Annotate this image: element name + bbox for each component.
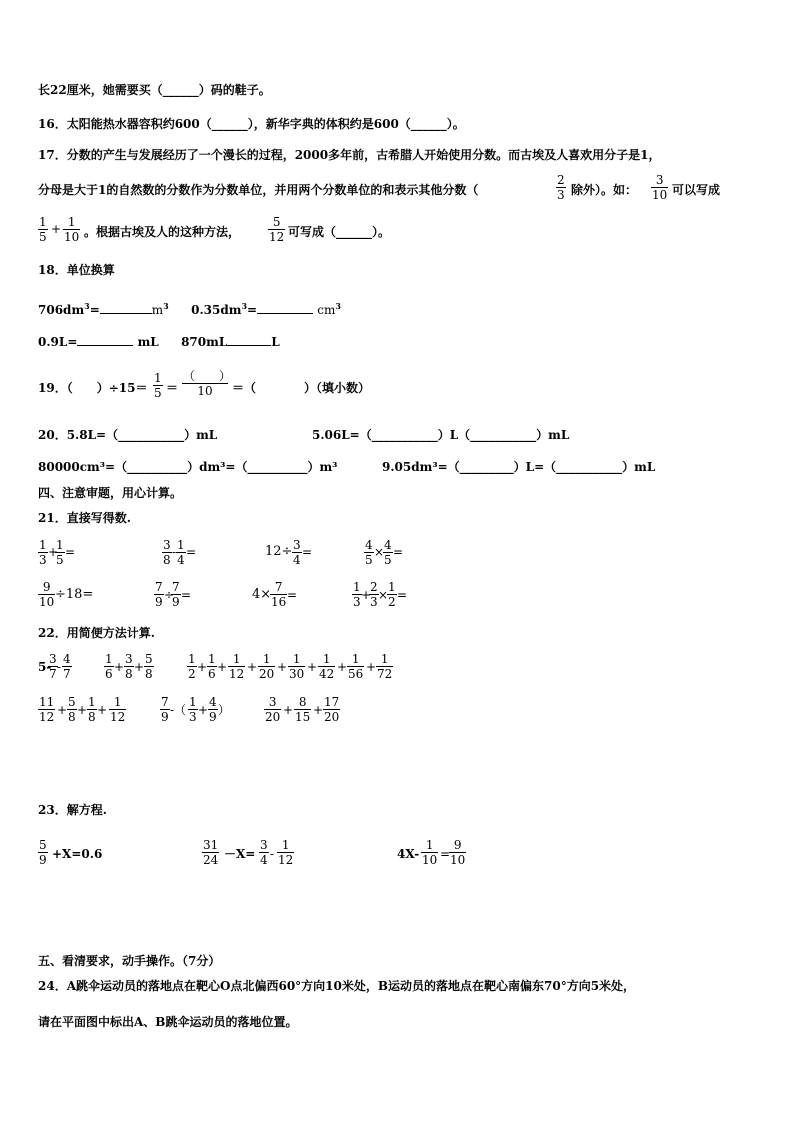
- equals-sign: =: [393, 545, 404, 559]
- fraction: 1 2: [388, 580, 396, 609]
- fraction: 1 10: [422, 838, 438, 867]
- fraction: 1 12: [278, 838, 294, 867]
- plus-sign: +: [77, 703, 88, 717]
- plus-sign: +: [197, 660, 208, 674]
- answer-blank[interactable]: [257, 313, 313, 314]
- plus-sign: +: [114, 660, 125, 674]
- q20-line2b: 9.05dm³=（_________）L=（___________）mL: [382, 460, 656, 474]
- expr-prefix: 5-: [38, 660, 52, 674]
- plus-sign: +: [313, 703, 324, 717]
- equation-mid: －X=: [224, 847, 256, 861]
- minus-sign: -: [270, 847, 275, 861]
- section-5-heading: 五、看清要求，动手操作。（7分）: [38, 954, 221, 968]
- q17-line2b: 除外）。如：: [571, 183, 638, 197]
- equals-sign: =: [302, 545, 313, 559]
- unit-label: 706dm: [38, 303, 85, 317]
- q20-line2a: 80000cm³=（__________）dm³=（__________）m³: [38, 460, 338, 474]
- equals-sign: =: [186, 545, 197, 559]
- plus-sign: +: [134, 660, 145, 674]
- fraction: 11 12: [39, 695, 55, 724]
- q17-line1: 17．分数的产生与发展经历了一个漫长的过程，2000多年前，古希腊人开始使用分数。而古埃及人喜欢用分子是1，: [38, 148, 661, 162]
- q19-part-a: 19．（ ）÷15＝: [38, 381, 148, 395]
- equals-sign: =: [440, 847, 451, 861]
- fraction: 1 20: [259, 652, 275, 681]
- equals-sign: =: [65, 545, 76, 559]
- minus-sign: -: [57, 660, 62, 674]
- fraction-1-5: 1 5: [154, 371, 162, 400]
- q17-line3a: 。根据古埃及人的这种方法，: [84, 225, 241, 239]
- plus-sign: +: [361, 588, 372, 602]
- fraction: 7 9: [155, 580, 163, 609]
- fraction-blank-10: （ ） 10: [183, 369, 232, 398]
- fraction: 31 24: [203, 838, 219, 867]
- q16-text: 16．太阳能热水器容积约600（______），新华字典的体积约是600（______）。: [38, 117, 465, 131]
- fraction-5-12: [268, 215, 285, 244]
- expr-suffix: ÷18=: [55, 587, 94, 602]
- fraction: 1 3: [353, 580, 361, 609]
- fraction: 5 8: [68, 695, 76, 724]
- plus-sign: +: [51, 222, 62, 236]
- fraction: 1 8: [88, 695, 96, 724]
- fraction: 4 5: [384, 538, 392, 567]
- numerator: 1: [39, 215, 47, 229]
- fraction: 1 12: [229, 652, 245, 681]
- fraction: 1 4: [177, 538, 185, 567]
- equation-prefix: 4X-: [397, 847, 420, 861]
- fraction-1-5: [38, 215, 48, 244]
- fraction: 9 10: [450, 838, 466, 867]
- fraction: 1 72: [377, 652, 393, 681]
- fraction: 3 4: [293, 538, 301, 567]
- fraction: 3 8: [163, 538, 171, 567]
- minus-sign: -: [172, 545, 177, 559]
- equals-sign: =: [181, 588, 192, 602]
- fraction-1-10: [63, 215, 80, 244]
- plus-sign: +: [57, 703, 68, 717]
- equals-sign: =: [287, 588, 298, 602]
- fraction: 5 9: [39, 838, 47, 867]
- expr-prefix: 4×: [252, 587, 272, 602]
- fraction: 1 5: [56, 538, 64, 567]
- q18-title: 18．单位换算: [38, 263, 115, 277]
- plus-sign: +: [217, 660, 228, 674]
- q17-line2c: 可以写成: [672, 183, 721, 197]
- section-4-heading: 四、注意审题，用心计算。: [38, 486, 183, 500]
- fraction-2-3: [556, 173, 566, 202]
- q24-line1: 24．A跳伞运动员的落地点在靶心O点北偏西60°方向10米处，B运动员的落地点在靶心南偏东70°方向5米处，: [38, 979, 636, 993]
- plus-sign: +: [247, 660, 258, 674]
- fraction: 1 6: [208, 652, 216, 681]
- plus-sign: +: [366, 660, 377, 674]
- q23-title: 23．解方程.: [38, 803, 107, 817]
- q21-title: 21．直接写得数.: [38, 511, 131, 525]
- denominator: 10: [64, 230, 80, 244]
- q17-line3b: 可写成（______）。: [288, 225, 391, 239]
- numerator: 2: [557, 173, 565, 187]
- q22-title: 22．用简便方法计算.: [38, 626, 155, 640]
- fraction: 4 5: [365, 538, 373, 567]
- fraction: 3 7: [49, 652, 57, 681]
- fraction: 7 16: [271, 580, 287, 609]
- divide-sign: ÷: [164, 588, 175, 602]
- fraction: 1 12: [110, 695, 126, 724]
- plus-sign: +: [307, 660, 318, 674]
- fraction: 9 10: [39, 580, 55, 609]
- answer-blank[interactable]: [77, 345, 133, 346]
- equation-rest: +X=0.6: [52, 847, 103, 861]
- answer-blank[interactable]: [100, 313, 152, 314]
- denominator: 10: [652, 188, 668, 202]
- fraction: 3 8: [125, 652, 133, 681]
- denominator: 12: [269, 230, 285, 244]
- denominator: 3: [557, 188, 565, 202]
- plus-sign: +: [48, 545, 59, 559]
- q20-line1b: 5.06L=（___________）L（___________）mL: [312, 428, 570, 442]
- fraction: 4 9: [209, 695, 217, 724]
- equals-sign: ＝: [166, 381, 179, 395]
- fraction: 3 4: [260, 838, 268, 867]
- fraction: 1 3: [39, 538, 47, 567]
- fraction: 8 15: [295, 695, 311, 724]
- numerator: 1: [67, 215, 76, 229]
- fraction: 2 3: [370, 580, 378, 609]
- plus-sign: +: [277, 660, 288, 674]
- numerator: 5: [272, 215, 281, 229]
- plus-sign: +: [283, 703, 294, 717]
- plus-sign: +: [97, 703, 108, 717]
- plus-sign: +: [198, 703, 209, 717]
- numerator: 3: [655, 173, 664, 187]
- fraction: 1 56: [348, 652, 364, 681]
- q15-tail: 长22厘米，她需要买（______）码的鞋子。: [38, 83, 271, 97]
- q18-row1: $706dm^3= m^3$ $0.35dm^3= cm^3$: [38, 301, 341, 317]
- fraction: 1 42: [319, 652, 335, 681]
- expr-infix: -（: [170, 703, 187, 717]
- fraction: 3 20: [265, 695, 281, 724]
- denominator: 5: [39, 230, 47, 244]
- equals-sign: =: [397, 588, 408, 602]
- plus-sign: +: [337, 660, 348, 674]
- times-sign: ×: [378, 588, 389, 602]
- q20-line1a: 20．5.8L=（___________）mL: [38, 428, 218, 442]
- fraction-3-10: [651, 173, 668, 202]
- fraction: 1 2: [188, 652, 196, 681]
- fraction: 5 8: [145, 652, 153, 681]
- times-sign: ×: [374, 545, 385, 559]
- q24-line2: 请在平面图中标出A、B跳伞运动员的落地位置。: [38, 1015, 298, 1029]
- close-paren: ）: [218, 703, 231, 717]
- q19-part-b: ＝（ ）（填小数）: [232, 381, 371, 395]
- fraction: 1 3: [189, 695, 197, 724]
- q18-row2: 0.9L= mL 870mL L: [38, 335, 280, 349]
- fraction: 4 7: [63, 652, 71, 681]
- q17-line2a: 分母是大于1的自然数的分数作为分数单位，并用两个分数单位的和表示其他分数（: [38, 183, 479, 197]
- fraction: 1 30: [289, 652, 305, 681]
- fraction: 17 20: [324, 695, 340, 724]
- expr-prefix: 12÷: [265, 544, 293, 559]
- answer-blank[interactable]: [227, 345, 271, 346]
- fraction: 7 9: [161, 695, 169, 724]
- fraction: 1 6: [105, 652, 113, 681]
- fraction: 7 9: [172, 580, 180, 609]
